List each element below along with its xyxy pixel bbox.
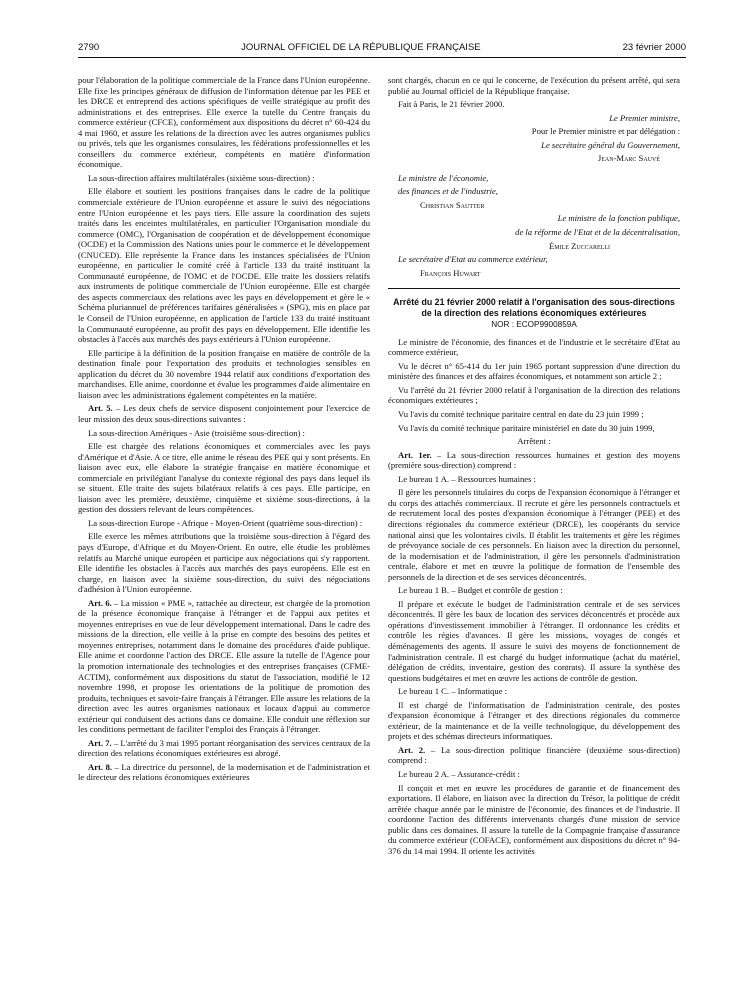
- paragraph: Il est chargé de l'informatisation de l'administration centrale, des postes d'expansion économique à l'étranger et des directions régionales du commerce extérieur, de la maintenance et de la veille technologique, du développement des projets et des schémas directeurs informatiques.: [388, 699, 680, 742]
- nor-reference: NOR : ECOP9900859A: [491, 320, 577, 330]
- article-5: [78, 403, 370, 424]
- paragraph: Le ministre de l'économie, des finances et de l'industrie et le secrétaire d'Etat au commerce extérieur,: [388, 336, 680, 358]
- signatory-name: Émile Zuccarelli: [549, 240, 610, 251]
- issue-date: 23 février 2000: [622, 41, 686, 53]
- signatory-name: Christian Sautter: [420, 199, 485, 210]
- signature-block: [388, 113, 680, 279]
- article-label: Art. 6.: [88, 597, 112, 608]
- paragraph: Elle participe à la définition de la position française en matière de contrôle de la destination finale pour l'exportation des produits et technologies sensibles en application du décret du 30 novembre 1944 relatif aux conditions d'exportation des marchandises. Elle anime, coordonne et évalue les programmes d'aide alimentaire en liaison avec les administrations également compétentes en la matière.: [78, 347, 370, 400]
- paragraph: Vu le décret n° 65-414 du 1er juin 1965 portant suppression d'une direction du ministère des finances et des affaires économiques, et notamment son article 2 ;: [388, 360, 680, 382]
- article-1: [388, 450, 680, 471]
- paragraph: sont chargés, chacun en ce qui le concerne, de l'exécution du présent arrêté, qui sera publié au Journal officiel de la République française.: [388, 75, 680, 96]
- bureau-heading: Le bureau 1 A. – Ressources humaines :: [398, 473, 536, 484]
- paragraph: La sous-direction affaires multilatérales (sixième sous-direction) :: [88, 172, 315, 183]
- header-rule: [78, 57, 686, 58]
- bureau-heading: Le bureau 2 A. – Assurance-crédit :: [398, 768, 520, 779]
- article-2: [388, 745, 680, 766]
- place-date: Fait à Paris, le 21 février 2000.: [398, 99, 505, 110]
- paragraph: Elle exerce les mêmes attributions que la troisième sous-direction à l'égard des pays d'Europe, d'Afrique et du Moyen-Orient. En outre, elle étudie les problèmes relatifs au Marché unique européen et participe aux négociations qui s'y rapportent. Elle identifie les obstacles à l'accès aux marchés des pays européens. Elle est en charge, en liaison avec la sixième sous-direction, du suivi des négociations d'adhésion à l'Union européenne.: [78, 531, 370, 595]
- signature-line: Pour le Premier ministre et par délégation :: [531, 126, 680, 137]
- signature-line: Le ministre de l'économie,: [398, 172, 489, 183]
- article-6: [78, 598, 370, 735]
- article-label: Art. 5.: [88, 403, 113, 414]
- paragraph: Il prépare et exécute le budget de l'administration centrale et de ses services déconcentrés. Il gère les baux de location des services déconcentrés et procède aux opérations d'investissement immobilier à l'étranger. Il ordonnance les crédits et contrôle les régies d'avances. Il gère les missions, voyages de congés et déménagements des agents. Il assure le suivi des moyens de fonctionnement de l'administration centrale. Il est chargé du budget informatique (achat du matériel, délégation de crédits, inventaire, gestion des contrats). Il assure la synthèse des questions budgétaires et met en œuvre les actions de contrôle de gestion.: [388, 598, 680, 683]
- paragraph: La sous-direction Amériques - Asie (troisième sous-direction) :: [88, 427, 305, 438]
- paragraph: Vu l'avis du comité technique paritaire central en date du 23 juin 1999 ;: [398, 409, 644, 420]
- paragraph: Vu l'arrêté du 21 février 2000 relatif à l'organisation de la direction des relations économiques extérieures ;: [388, 384, 680, 406]
- article-label: Art. 1er.: [398, 449, 432, 460]
- page-header: [78, 40, 686, 54]
- signature-line: Le secrétaire général du Gouvernement,: [541, 139, 680, 150]
- signature-line: des finances et de l'industrie,: [398, 186, 498, 197]
- signature-line: Le Premier ministre,: [609, 112, 680, 123]
- signature-line: Le ministre de la fonction publique,: [557, 213, 680, 224]
- article-8: [78, 762, 370, 783]
- decree-title: Arrêté du 21 février 2000 relatif à l'organisation des sous-directions de la direction des relations économiques extérieures: [388, 288, 680, 318]
- paragraph: Elle est chargée des relations économiques et commerciales avec les pays d'Amérique et d'Asie. A ce titre, elle anime le réseau des PEE qui y sont présents. En liaison avec eux, elle élabore la stratégie française en matière économique et commerciale en privilégiant l'analyse du contexte régional des pays dans lequel ils se situent. Elle traite des sujets bilatéraux relatifs à ces pays. Elle participe, en liaison avec les première, deuxième, cinquième et sixième sous-directions, à la gestion des dossiers relevant de leurs compétences.: [78, 441, 370, 515]
- article-text: – La directrice du personnel, de la modernisation et de l'administration et le directeur des relations économiques extérieures: [78, 761, 370, 783]
- article-text: – Les deux chefs de service disposent conjointement pour l'exercice de leur mission des deux sous-directions suivantes :: [78, 403, 370, 424]
- article-text: – La sous-direction politique financière (deuxième sous-direction) comprend :: [388, 744, 681, 766]
- article-7: [78, 738, 370, 759]
- signature-line: Le secrétaire d'Etat au commerce extérieur,: [398, 254, 548, 265]
- signature-line: de la réforme de l'Etat et de la décentralisation,: [515, 227, 680, 238]
- page-number: 2790: [78, 41, 100, 53]
- paragraph: Vu l'avis du comité technique paritaire ministériel en date du 30 juin 1999,: [398, 422, 655, 433]
- bureau-heading: Le bureau 1 B. – Budget et contrôle de gestion :: [398, 585, 563, 596]
- right-column: [388, 75, 680, 859]
- signatory-name: Jean-Marc Sauvé: [597, 153, 660, 164]
- article-text: – La sous-direction ressources humaines et gestion des moyens (première sous-direction) comprend :: [388, 449, 680, 471]
- article-label: Art. 2.: [398, 744, 426, 755]
- paragraph: pour l'élaboration de la politique commerciale de la France dans l'Union européenne. Elle fixe les principes généraux de diffusion de l'information détenue par les PEE et les DRCE et entreprend des actions spécifiques de veille stratégique au profit des administrations et des entreprises. Elle exerce la tutelle du Centre français du commerce extérieur (CFCE), conformément aux dispositions du décret n° 60-424 du 4 mai 1960, et assure les relations de la direction avec les autres organismes publics ou privés, tels que les organismes consulaires, les fédérations professionnelles et les conseillers du commerce extérieur, compétents en matière d'information économique.: [78, 75, 370, 170]
- article-text: – La mission « PME », rattachée au directeur, est chargée de la promotion de la présence économique française à l'étranger et de l'appui aux petites et moyennes entreprises en vue de leur développement international. Dans le cadre des missions de la direction, elle veille à la prise en compte des besoins des petites et moyennes entreprises, notamment dans le domaine des procédures d'aide publique. Elle anime et coordonne l'action des DRCE. Elle assure la tutelle de l'Agence pour la promotion internationale des technologies et des entreprises françaises (CFME-ACTIM), conformément aux dispositions du statut de l'association, modifié le 12 novembre 1998, et propose les orientations de la politique de promotion des produits, techniques et savoir-faire français à l'étranger. Elle assure les relations de la direction avec les autres organismes nationaux et locaux d'appui au commerce extérieur qui conduisent des actions dans ce domaine. Elle conduit une réflexion sur les conditions permettant de faciliter l'emploi des Français à l'étranger.: [78, 597, 371, 735]
- arretent: Arrêtent :: [517, 436, 551, 447]
- signatory-name: François Huwart: [420, 267, 481, 278]
- article-label: Art. 7.: [88, 737, 112, 748]
- paragraph: Il conçoit et met en œuvre les procédures de garantie et de financement des exportations. Il élabore, en liaison avec la direction du Trésor, la politique de crédit arrêtée chaque année par le ministre de l'économie, des finances et de l'industrie. Il coordonne l'action des différents intervenants chargés d'une mission de service public dans ces domaines. Il assure la tutelle de la Compagnie française d'assurance du commerce extérieur (COFACE), conformément aux dispositions du décret n° 94-376 du 14 mai 1994. Il oriente les activités: [388, 782, 680, 856]
- article-text: – L'arrêté du 3 mai 1995 portant réorganisation des services centraux de la direction des relations économiques extérieures est abrogé.: [78, 737, 371, 759]
- journal-title: JOURNAL OFFICIEL DE LA RÉPUBLIQUE FRANÇAISE: [241, 41, 481, 53]
- article-label: Art. 8.: [88, 761, 113, 772]
- bureau-heading: Le bureau 1 C. – Informatique :: [398, 686, 508, 697]
- left-column: [78, 75, 370, 786]
- paragraph: Elle élabore et soutient les positions françaises dans le cadre de la politique commerciale extérieure de l'Union européenne et assure le suivi des négociations entre l'Union européenne et les pays tiers. Elle assure la coordination des sujets traités dans les enceintes multilatérales, en particulier l'Organisation mondiale du commerce (OMC), l'Organisation de coopération et de développement économique (OCDE) et la Commission des Nations unies pour le commerce et le développement (CNUCED). Elle représente la France dans les instances spécialisées de l'Union européenne, en particulier le comité créé à l'article 133 du traité instituant la Communauté européenne, de l'OMC et de l'OCDE. Elle traite les dossiers relatifs aux instruments de politique commerciale de l'Union européenne. Elle est chargée des aspects commerciaux des relations avec les pays en développement et gère le « Schéma plurіannuel de préférences tarifaires généralisées » (SPG), mis en place par le Conseil de l'Union européenne, en application de l'article 133 du traité instituant la Communauté européenne, au profit des pays en développement. Elle identifie les obstacles à l'accès aux marchés des pays extérieurs à l'Union européenne.: [78, 186, 370, 345]
- paragraph: La sous-direction Europe - Afrique - Moyen-Orient (quatrième sous-direction) :: [88, 517, 363, 528]
- paragraph: Il gère les personnels titulaires du corps de l'expansion économique à l'étranger et du corps des attachés commerciaux. Il recrute et gère les personnels contractuels et de recrutement local des postes d'expansion économique à l'étranger (PEE) et des directions régionales du commerce extérieur (DRCE), les coopérants du service national ainsi que les volontaires civils. Il établit les traitements et gère les régimes de prévoyance sociale de ces personnels. En liaison avec la direction du personnel, de la modernisation et de l'administration, il gère les personnels d'administration centrale, élabore et met en œuvre la politique de formation de l'ensemble des personnels de la direction et de ses services déconcentrés.: [388, 487, 680, 582]
